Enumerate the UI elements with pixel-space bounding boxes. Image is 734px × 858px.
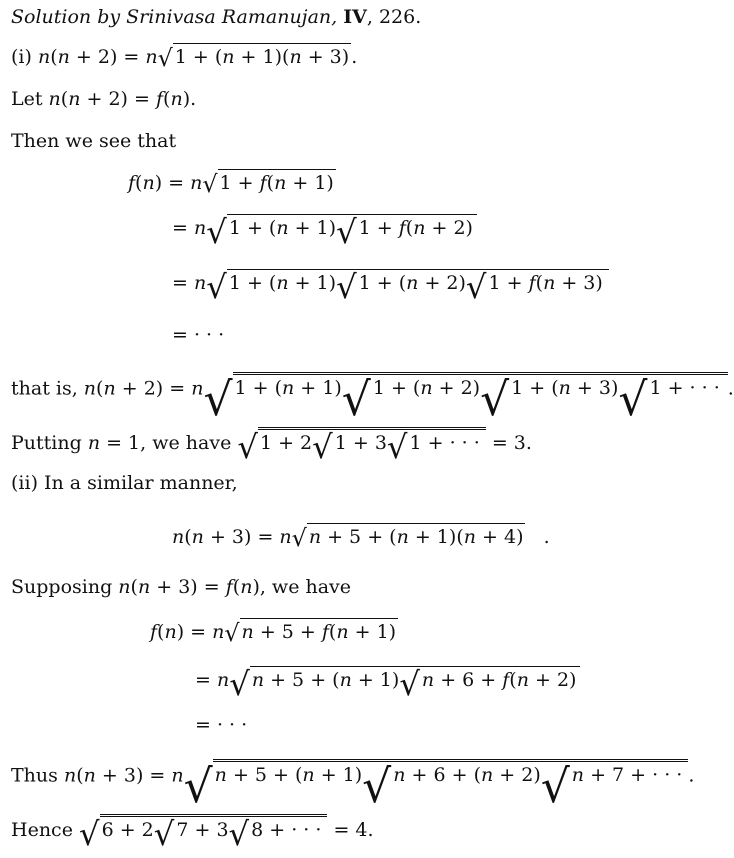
part1-then-line: Then we see that (11, 130, 177, 152)
source-author: Solution by Srinivasa Ramanujan, (11, 6, 338, 28)
sqrt-expression: √ 1 + (n + 1)(n + 3) (157, 44, 350, 72)
part1-special-case: Putting n = 1, we have √ 1 + 2√ 1 + 3√ 1 + · · · = 3. (11, 428, 532, 466)
part2-conclusion: Thus n(n + 3) = n√ n + 5 + (n + 1)√ n + 6 + (n + 2)√ n + 7 + · · · . (11, 760, 695, 813)
part2-identity: n(n + 3) = n√ n + 5 + (n + 1)(n + 4) . (172, 524, 550, 552)
part2-hence: Hence √ 6 + 2√ 7 + 3√ 8 + · · · = 4. (11, 815, 374, 853)
part2-intro: (ii) In a similar manner, (11, 472, 238, 494)
source-volume: IV (343, 6, 367, 28)
part2-step1: f(n) = n√ n + 5 + f(n + 1) (150, 619, 397, 647)
part1-step2: = n√ 1 + (n + 1)√ 1 + f(n + 2) (172, 216, 477, 248)
part1-identity-line: (i) n(n + 2) = n√ 1 + (n + 1)(n + 3) . (11, 44, 358, 72)
part2-step3: = · · · (195, 714, 248, 736)
source-page: , 226. (366, 6, 422, 28)
part1-conclusion: that is, n(n + 2) = n√ 1 + (n + 1)√ 1 + (n + 2)√ 1 + (n + 3)√ 1 + · · · . (11, 373, 734, 426)
part1-step1: f(n) = n√ 1 + f(n + 1) (128, 170, 334, 198)
part1-label: (i) (11, 46, 32, 69)
part1-step3: = n√ 1 + (n + 1)√ 1 + (n + 2)√ 1 + f(n + 3) (172, 271, 609, 303)
part2-step2: = n√ n + 5 + (n + 1)√ n + 6 + f(n + 2) (195, 668, 580, 700)
part2-supposing: Supposing n(n + 3) = f(n), we have (11, 576, 352, 598)
source-line (11, 8, 421, 27)
part1-let-line: Let n(n + 2) = f(n). (11, 88, 197, 110)
part1-step4: = · · · (172, 324, 225, 346)
